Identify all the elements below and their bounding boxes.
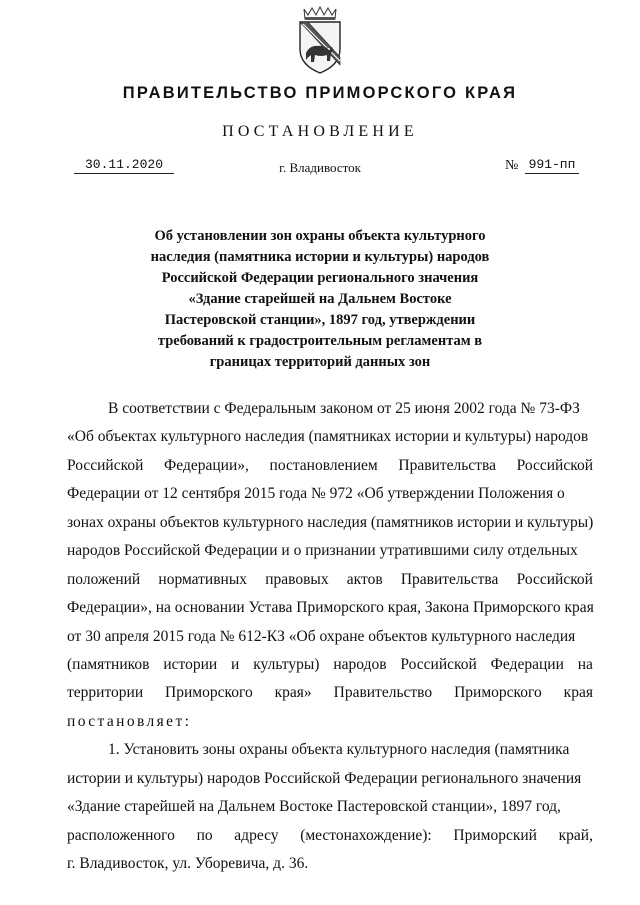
document-number: 991-пп <box>525 157 579 174</box>
body-line: «Здание старейшей на Дальнем Востоке Пастеровской станции», 1897 год, <box>67 798 561 815</box>
subject-line: Пастеровской станции», 1897 год, утверждении <box>164 312 476 328</box>
body-line: расположенного по адресу (местонахождение): Приморский край, <box>67 827 593 844</box>
subject-line: наследия (памятника истории и культуры) народов <box>150 249 490 265</box>
body-line: территории Приморского края» Правительство Приморского края <box>67 684 593 701</box>
body-line: (памятников истории и культуры) народов Российской Федерации на <box>67 656 593 673</box>
body-line: зонах охраны объектов культурного наследия (памятников истории и культуры) <box>67 514 594 531</box>
body-line: «Об объектах культурного наследия (памятниках истории и культуры) народов <box>67 428 589 445</box>
body-line: постановляет: <box>67 713 192 730</box>
body-line: г. Владивосток, ул. Уборевича, д. 36. <box>67 855 309 872</box>
body-line: Федерации от 12 сентября 2015 года № 972 «Об утверждении Положения о <box>67 485 565 502</box>
document-subject <box>0 226 640 373</box>
subject-line: Об установлении зон охраны объекта культурного <box>154 228 486 244</box>
subject-line: требований к градостроительным регламентам в <box>157 333 483 349</box>
body-line: Российской Федерации», постановлением Правительства Российской <box>67 457 593 474</box>
body-line: истории и культуры) народов Российской Федерации регионального значения <box>67 770 582 787</box>
document-city: г. Владивосток <box>279 160 361 175</box>
body-line: Федерации», на основании Устава Приморского края, Закона Приморского края <box>67 599 594 616</box>
document-type: ПОСТАНОВЛЕНИЕ <box>222 123 418 140</box>
government-title: ПРАВИТЕЛЬСТВО ПРИМОРСКОГО КРАЯ <box>122 84 518 102</box>
subject-line: «Здание старейшей на Дальнем Востоке <box>188 291 452 307</box>
subject-line: Российской Федерации регионального значения <box>161 270 479 286</box>
document-date: 30.11.2020 <box>74 157 174 174</box>
subject-line: границах территорий данных зон <box>209 354 431 370</box>
primorsky-krai-coat-of-arms-icon <box>294 5 346 77</box>
body-line: положений нормативных правовых актов Правительства Российской <box>67 571 593 588</box>
number-sign: № <box>505 158 519 173</box>
body-line: от 30 апреля 2015 года № 612-КЗ «Об охране объектов культурного наследия <box>67 628 576 645</box>
body-line: В соответствии с Федеральным законом от 25 июня 2002 года № 73-ФЗ <box>108 400 580 417</box>
body-line: народов Российской Федерации и о признании утратившими силу отдельных <box>67 542 578 559</box>
body-line: 1. Установить зоны охраны объекта культурного наследия (памятника <box>108 741 570 758</box>
